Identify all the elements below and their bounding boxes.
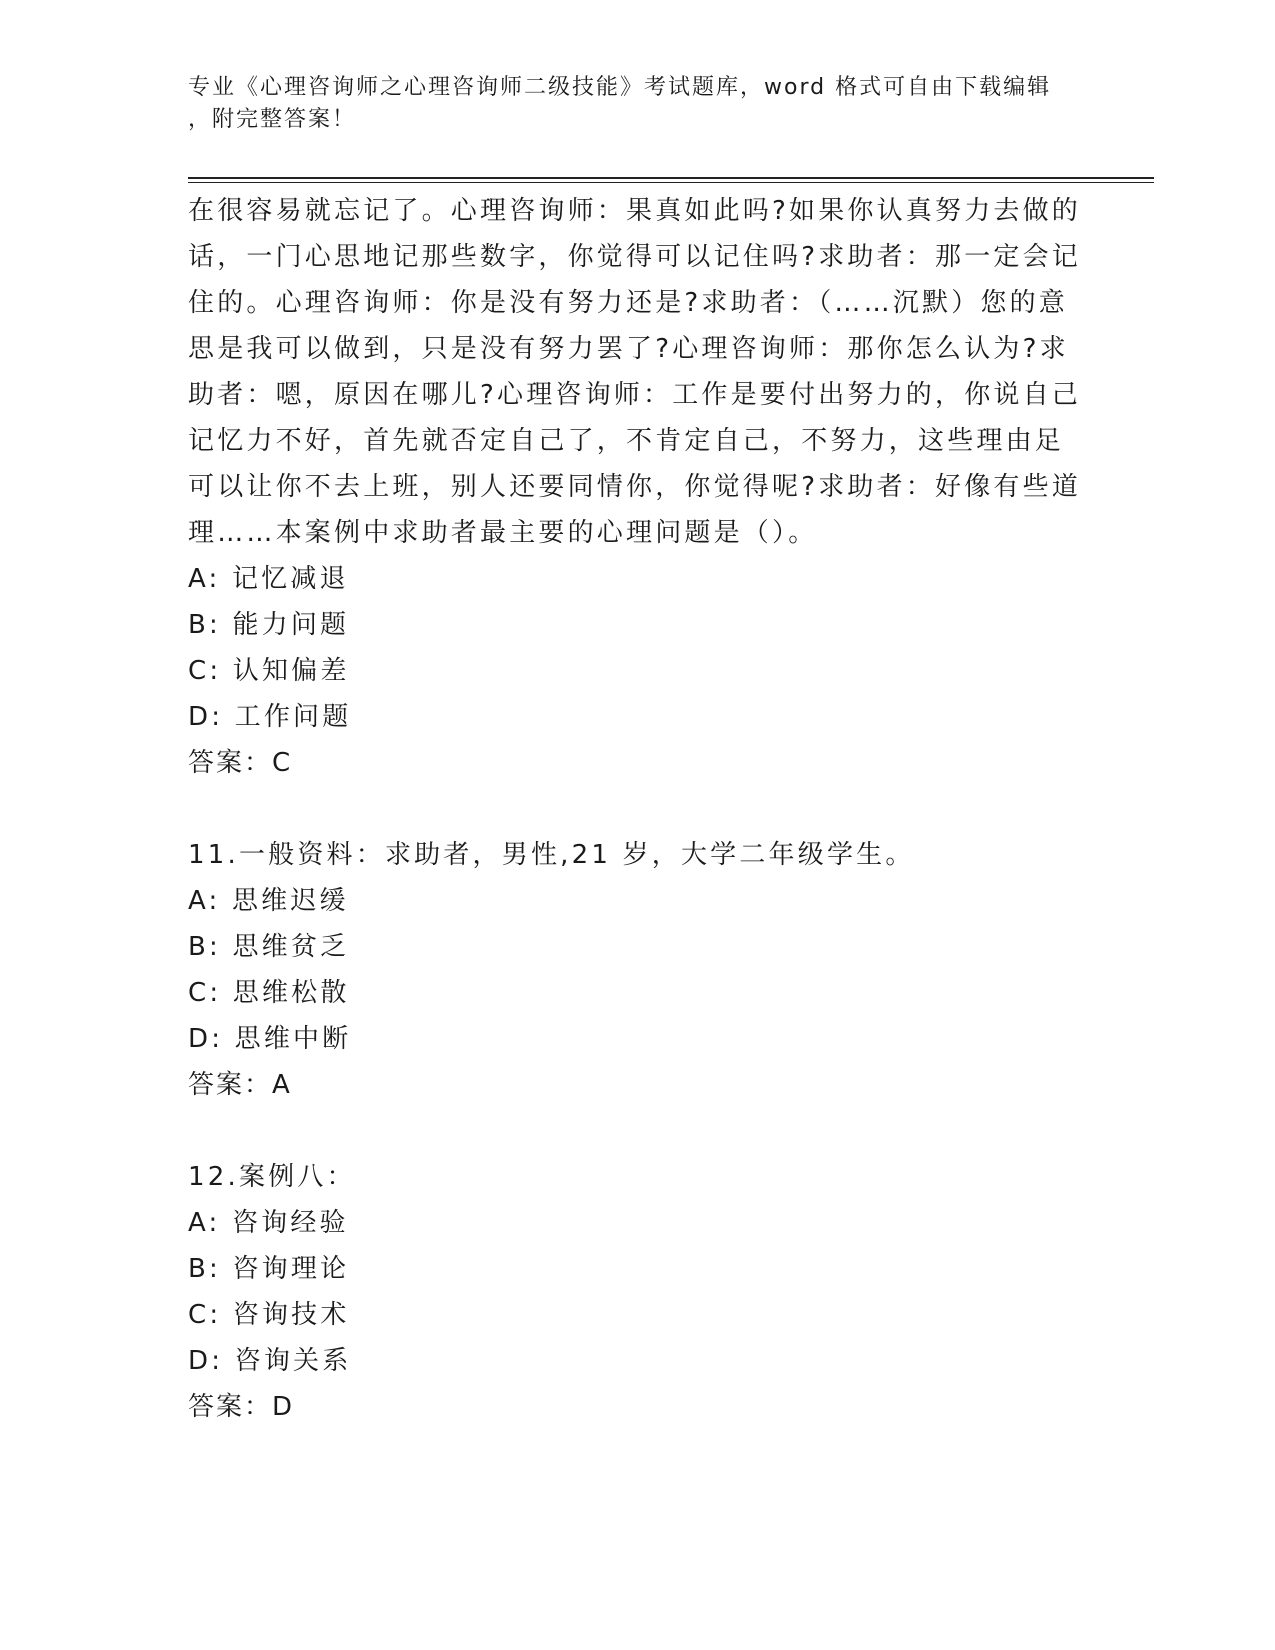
header-divider-thick xyxy=(188,177,1154,179)
question-10-passage xyxy=(188,188,1088,556)
passage-line: 思是我可以做到，只是没有努力罢了?心理咨询师：那你怎么认为?求 xyxy=(188,334,1069,364)
question-12 xyxy=(188,1154,1088,1430)
answer-line: 答案：D xyxy=(188,1392,295,1422)
passage-line: 理……本案例中求助者最主要的心理问题是（）。 xyxy=(188,518,818,548)
question-title: 11.一般资料：求助者，男性,21 岁，大学二年级学生。 xyxy=(188,840,915,870)
option-b: B: 思维贫乏 xyxy=(188,932,350,962)
document-body xyxy=(188,188,1088,1430)
answer-line: 答案：A xyxy=(188,1070,292,1100)
question-title: 12.案例八： xyxy=(188,1162,356,1192)
option-a: A: 记忆减退 xyxy=(188,564,349,594)
header-divider-thin xyxy=(188,182,1154,183)
option-a: A: 思维迟缓 xyxy=(188,886,349,916)
option-c: C: 咨询技术 xyxy=(188,1300,350,1330)
header-title-line-2: ，附完整答案！ xyxy=(188,107,357,132)
header-title-line-1: 专业《心理咨询师之心理咨询师二级技能》考试题库，word 格式可自由下载编辑 xyxy=(188,75,1052,100)
document-header xyxy=(188,72,1068,136)
option-a: A: 咨询经验 xyxy=(188,1208,349,1238)
option-d: D: 思维中断 xyxy=(188,1024,352,1054)
passage-line: 住的。心理咨询师：你是没有努力还是?求助者：（……沉默）您的意 xyxy=(188,288,1069,318)
option-c: C: 思维松散 xyxy=(188,978,350,1008)
option-b: B: 能力问题 xyxy=(188,610,350,640)
answer-line: 答案：C xyxy=(188,748,293,778)
passage-line: 可以让你不去上班，别人还要同情你，你觉得呢?求助者：好像有些道 xyxy=(188,472,1082,502)
question-11 xyxy=(188,832,1088,1108)
passage-line: 记忆力不好，首先就否定自己了，不肯定自己，不努力，这些理由足 xyxy=(188,426,1065,456)
passage-line: 话，一门心思地记那些数字，你觉得可以记住吗?求助者：那一定会记 xyxy=(188,242,1082,272)
option-d: D: 咨询关系 xyxy=(188,1346,352,1376)
option-d: D: 工作问题 xyxy=(188,702,352,732)
passage-line: 在很容易就忘记了。心理咨询师：果真如此吗?如果你认真努力去做的 xyxy=(188,196,1082,226)
option-b: B: 咨询理论 xyxy=(188,1254,350,1284)
passage-line: 助者：嗯，原因在哪儿?心理咨询师：工作是要付出努力的，你说自己 xyxy=(188,380,1082,410)
option-c: C: 认知偏差 xyxy=(188,656,350,686)
